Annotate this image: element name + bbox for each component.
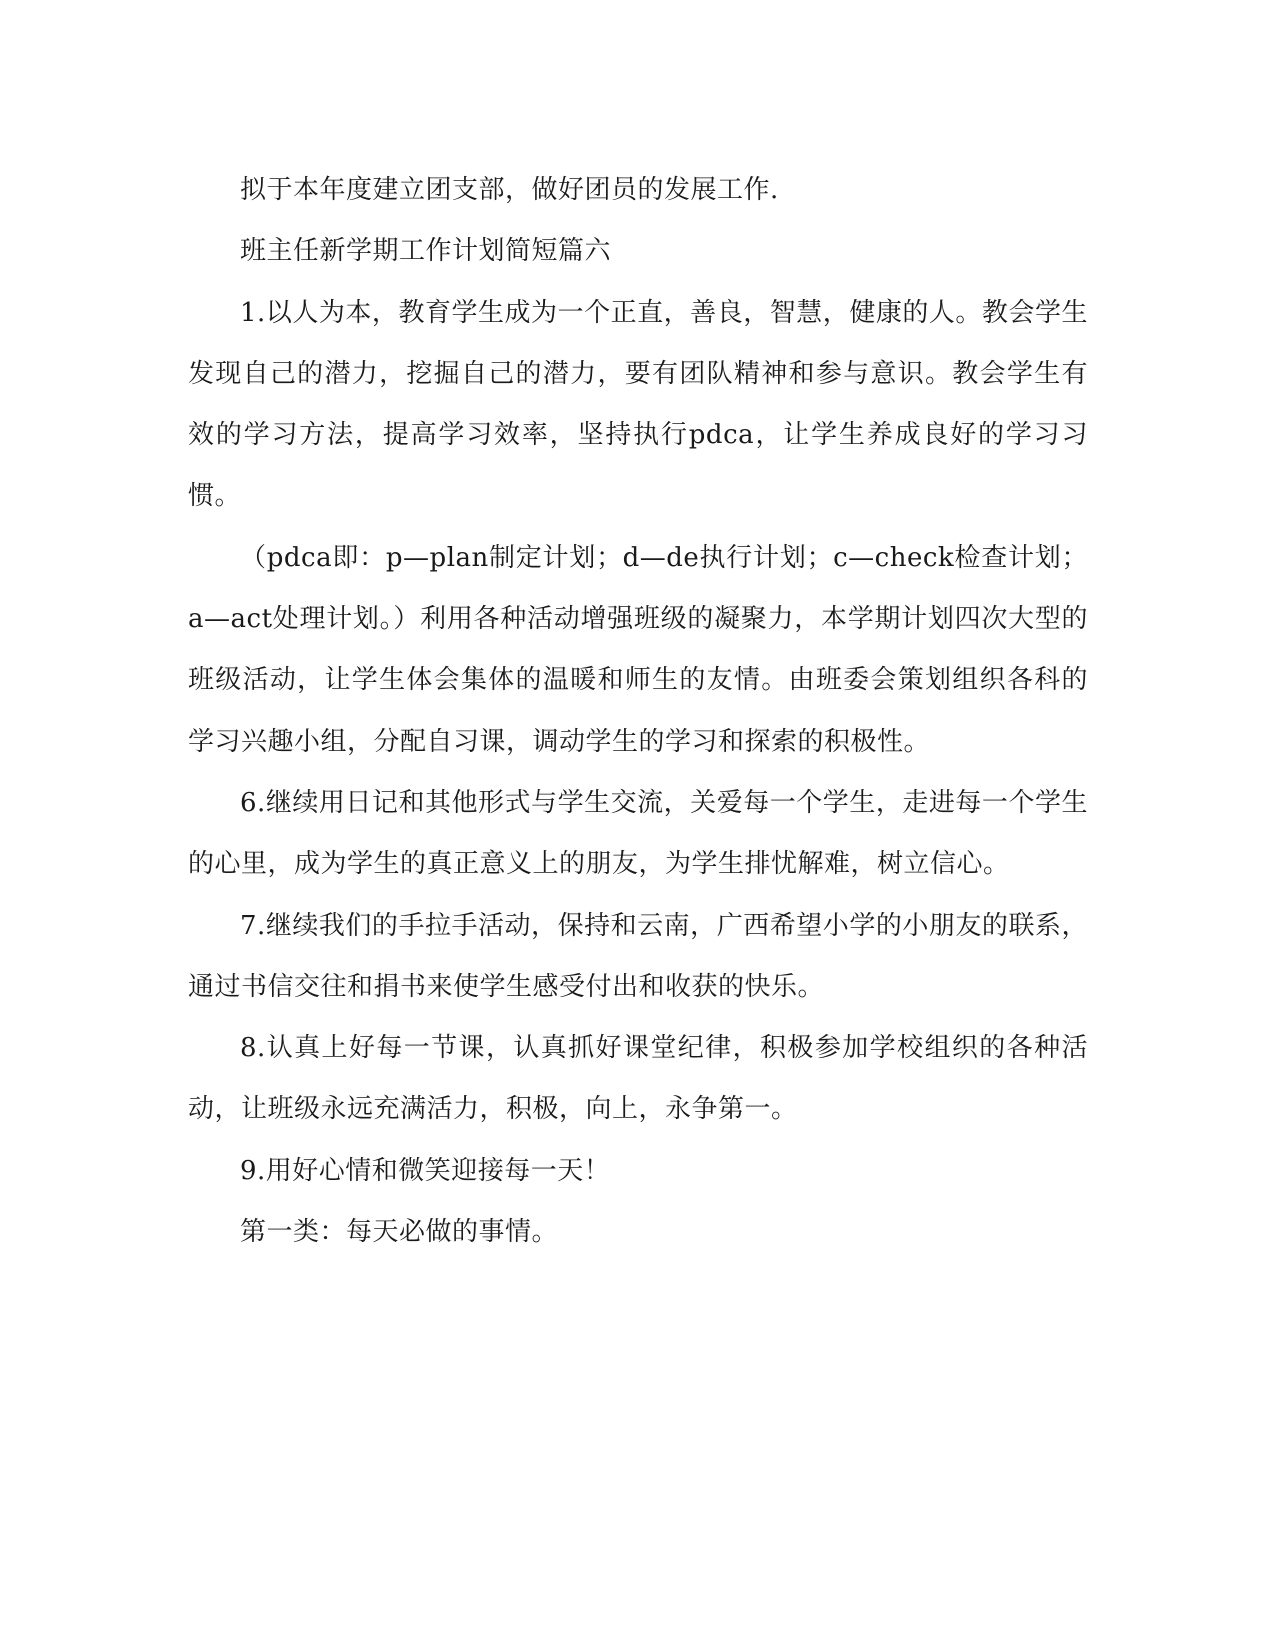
paragraph-league-branch: 拟于本年度建立团支部，做好团员的发展工作.	[240, 175, 779, 205]
paragraph-item-8: 8.认真上好每一节课，认真抓好课堂纪律，积极参加学校组织的各种活动，让班级永远充满活力，积极，向上，永争第一。	[188, 1033, 1088, 1125]
paragraph-category-1: 第一类：每天必做的事情。	[240, 1217, 559, 1248]
paragraph-item-1: 1.以人为本，教育学生成为一个正直，善良，智慧，健康的人。教会学生发现自己的潜力，挖掘自己的潜力，要有团队精神和参与意识。教会学生有效的学习方法，提高学习效率，坚持执行pdca，让学生养成良好的学习习惯。	[188, 297, 1088, 512]
paragraph-item-7: 7.继续我们的手拉手活动，保持和云南，广西希望小学的小朋友的联系，通过书信交往和捐书来使学生感受付出和收获的快乐。	[188, 910, 1088, 1002]
document-body	[188, 160, 1088, 1263]
section-heading: 班主任新学期工作计划简短篇六	[240, 236, 612, 267]
paragraph-item-9: 9.用好心情和微笑迎接每一天！	[240, 1155, 611, 1186]
paragraph-item-6: 6.继续用日记和其他形式与学生交流，关爱每一个学生，走进每一个学生的心里，成为学生的真正意义上的朋友，为学生排忧解难，树立信心。	[188, 787, 1088, 880]
paragraph-pdca: （pdca即：p—plan制定计划；d—de执行计划；c—check检查计划；a—act处理计划。）利用各种活动增强班级的凝聚力，本学期计划四次大型的班级活动，让学生体会集体的温暖和师生的友情。由班委会策划组织各科的学习兴趣小组，分配自习课，调动学生的学习和探索的积极性。	[188, 542, 1088, 757]
